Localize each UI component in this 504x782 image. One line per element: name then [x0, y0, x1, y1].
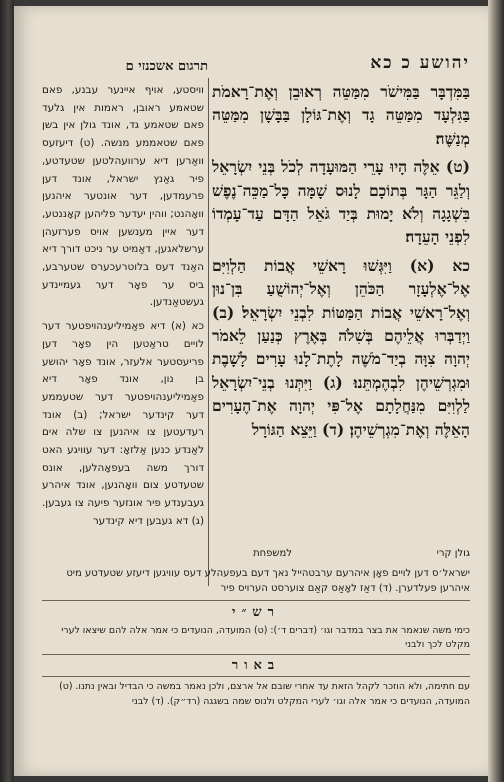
divider-rule	[42, 676, 470, 677]
divider-rule	[42, 600, 470, 601]
marginal-note-kri: גולן קרי	[436, 548, 470, 559]
beur-commentary: עם חתימה, ולא הוזכר לקהל הזאת עד אחרי שובם אל ארצם, ולכן נאמר במשה כי הבדיל ובאין נתנו. (ט) המועדה, הנועדים כי אמר אלה וגו׳ לערי המקלט ולנוס שמה בשגגה (רד״ק). (ד) לבני	[59, 681, 470, 707]
page-header-main: יהושע כ כא	[370, 53, 470, 73]
translation-column	[42, 82, 204, 537]
beur-heading: באור	[231, 658, 281, 673]
marginal-note-family: למשפחת	[253, 548, 292, 559]
verse-paragraph-2: (ט) אֵלֶּה הָיוּ עָרֵי הַמּוּעָדָה לְכֹל בְּנֵי יִשְׂרָאֵל וְלַגֵּר הַגָּר בְּתוֹכָם לָנוּס שָׁמָּה כָּל־מַכֵּה־נֶפֶשׁ בִּשְׁגָגָה וְלֹא יָמוּת בְּיַד גֹּאֵל הַדָּם עַד־עָמְדוֹ לִפְנֵי הָעֵדָה׃	[212, 157, 470, 247]
translation-paragraph-1: וויסטע, אויף איינער עבנע, פאם שטאמּע ראובן, ראמות אין גלעד פאם שטאמע גד, אונד גולן אין בשן פאם שטאממע מנשה. (ט) דיעזעס וואַרען דיא ערוועהלטען שטעדטע, פיר גאַנץ ישראל, אונד דען פרעמדען, דער אונטער איהנען וואָהנט; ווהין יעדער פליהען קאָננטע, דער איין מענשען אויס פערזעהן ערשלאגען, דאַמיט ער ניכט דורך דיא האַנד דעס בלוטרעכערס שטערבע, ביס ער פאָר דער געמיינדע געשטאַנדען.	[42, 84, 204, 309]
page-header-translation: תרגום אשכנזי ם	[125, 59, 208, 74]
main-hebrew-text	[212, 80, 470, 446]
rashi-commentary: כימי משה שנאמר את בצר במדבר וגו׳ (דברים ד׳)‏: (ט) המועדה, הנועדים כי אמר אלה להם שיצאו לערי מקלט לכך ולבני	[61, 625, 470, 650]
verse-paragraph-3: כא (א) וַיִּגְּשׁוּ רָאשֵׁי אֲבוֹת הַלְוִיִּם אֶל־אֶלְעָזָר הַכֹּהֵן וְאֶל־יְהוֹשֻׁעַ בִּן־נוּן וְאֶל־רָאשֵׁי אֲבוֹת הַמַּטּוֹת לִבְנֵי יִשְׂרָאֵל׃ (ב) וַיְדַבְּרוּ אֲלֵיהֶם בְּשִׁלֹה בְּאֶרֶץ כְּנַעַן לֵאמֹר יְהוָה צִוָּה בְיַד־מֹשֶׁה לָתֶת־לָנוּ עָרִים לָשָׁבֶת וּמִגְרְשֵׁיהֶן לִבְהֶמְתֵּנוּ׃ (ג) וַיִּתְּנוּ בְנֵי־יִשְׂרָאֵל לַלְוִיִּם מִנַּחֲלָתָם אֶל־פִּי יְהוָה אֶת־הֶעָרִים הָאֵלֶּה וְאֶת־מִגְרְשֵׁיהֶן׃ (ד) וַיֵּצֵא הַגּוֹרָל	[212, 255, 470, 439]
translation-paragraph-2: כא (א) דיא פאַמיליענהויפטער דער לויים טראַטען הין פאָר דען פריעסטער אלעזר, אונד פאָר יהושע בן נון, אונד פאָר דיא פאַמיליענהויפטער דער שטעממע דער קינדער ישראל; (ב) אונד רעדעטען צו איהנען צו שלה אים לאַנדע כנען אַלזאָ: דער עוויגע האט דורך משה בעפאָהלען, אונס שטעדטע צום וואָהנען, אונד איהרע געבענדע פיר אונזער פיעה צו געבען. (ג) דא געבען דיא קינדער	[42, 320, 204, 527]
column-divider	[208, 78, 209, 586]
divider-rule	[42, 654, 470, 655]
book-spine	[0, 0, 14, 782]
page-edge	[488, 0, 504, 782]
rashi-heading: רש״י	[232, 605, 280, 620]
translation-continuation: ישראל׳ס דען לויים פאָן איהרעם ערבטהייל נאך דעם בעפעהלע דעס עוויגען דיעזע שטעדטע מיט איהרען פעלדערן. (ד) דאַז לאָאַס קאַם צוערסט הערויס פיר	[66, 568, 470, 594]
verse-paragraph-1: בַּמִּדְבָּר בַּמִּישֹׁר מִמַּטֵּה רְאוּבֵן וְאֶת־רָאמֹת בַּגִּלְעָד מִמַּטֵּה גָד וְאֶת־גּוֹלָן בַּבָּשָׁן מִמַּטֵּה מְנַשֶּׁה׃	[212, 82, 470, 148]
